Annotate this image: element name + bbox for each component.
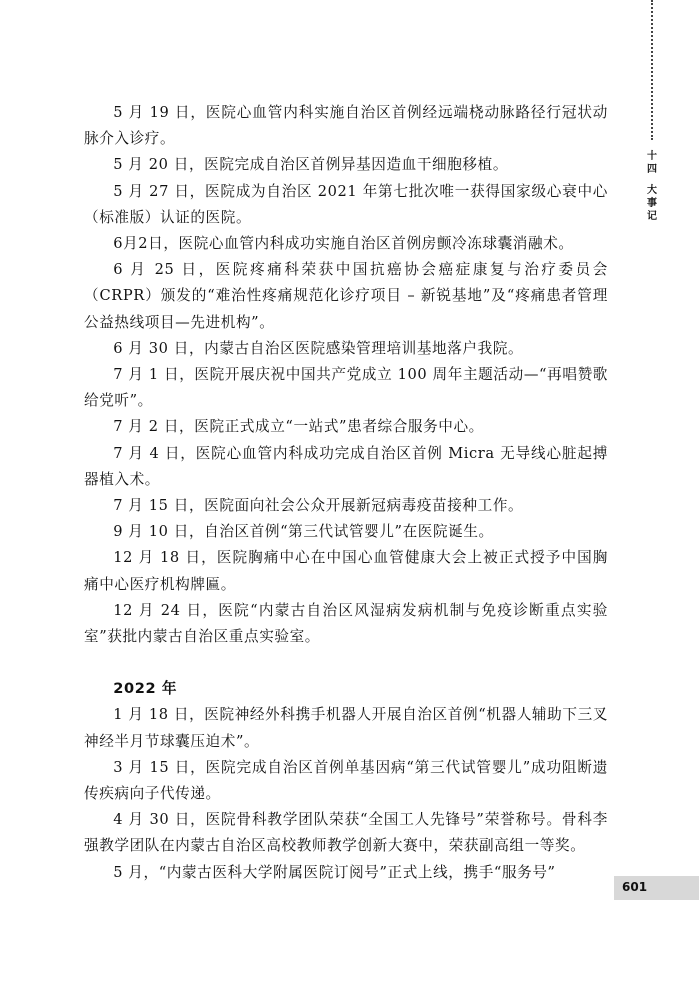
entry-2021: 6 月 30 日，内蒙古自治区医院感染管理培训基地落户我院。 [113,339,524,357]
entry-2021: 5 月 20 日，医院完成自治区首例异基因造血干细胞移植。 [113,156,509,174]
entry-2021: 7 月 2 日，医院正式成立“一站式”患者综合服务中心。 [113,418,484,436]
entry-2022: 3 月 15 日，医院完成自治区首例单基因病“第三代试管婴儿”成功阻断遗传疾病向子代传递。 [84,758,608,803]
entry-2021: 12 月 18 日，医院胸痛中心在中国心血管健康大会上被正式授予中国胸痛中心医疗机构牌匾。 [84,549,608,593]
entry-2021: 12 月 24 日，医院“内蒙古自治区风湿病发病机制与免疫诊断重点实验室”获批内蒙古自治区重点实验室。 [84,601,608,646]
entry-2021: 5 月 19 日，医院心血管内科实施自治区首例经远端桡动脉路径行冠状动脉介入诊疗。 [84,104,608,148]
entry-2021: 5 月 27 日，医院成为自治区 2021 年第七批次唯一获得国家级心衰中心（标准版）认证的医院。 [84,182,608,226]
entry-2021: 7 月 15 日，医院面向社会公众开展新冠病毒疫苗接种工作。 [113,497,524,515]
entry-2021: 6 月 25 日，医院疼痛科荣获中国抗癌协会癌症康复与治疗委员会（CRPR）颁发的“难治性疼痛规范化诊疗项目 – 新锐基地”及“疼痛患者管理公益热线项目—先进机构”。 [84,261,608,331]
page-number: 601 [622,880,648,894]
entry-2021: 6月2日，医院心血管内科成功实施自治区首例房颤冷冻球囊消融术。 [113,235,574,253]
chronicle-body [84,100,608,886]
chapter-title: 大事记 [647,185,657,222]
entry-2021: 9 月 10 日，自治区首例“第三代试管婴儿”在医院诞生。 [113,523,494,541]
entry-2022: 5 月，“内蒙古医科大学附属医院订阅号”正式上线，携手“服务号” [113,863,556,881]
entry-2022: 1 月 18 日，医院神经外科携手机器人开展自治区首例“机器人辅助下三叉神经半月节球囊压迫术”。 [84,706,608,750]
year-heading: 2022 年 [113,680,178,698]
entry-2021: 7 月 4 日，医院心血管内科成功完成自治区首例 Micra 无导线心脏起搏器植入术。 [84,444,608,488]
entry-2021: 7 月 1 日，医院开展庆祝中国共产党成立 100 周年主题活动—“再唱赞歌给党听”。 [84,366,608,410]
entry-2022: 4 月 30 日，医院骨科教学团队荣获“全国工人先锋号”荣誉称号。骨科李强教学团队在内蒙古自治区高校教师教学创新大赛中，荣获副高组一等奖。 [84,811,608,855]
sidebar-dotted-rule [651,0,653,140]
chapter-sidebar [644,150,660,223]
chapter-number: 十四 [647,151,657,175]
chapter-spacer [644,176,660,184]
